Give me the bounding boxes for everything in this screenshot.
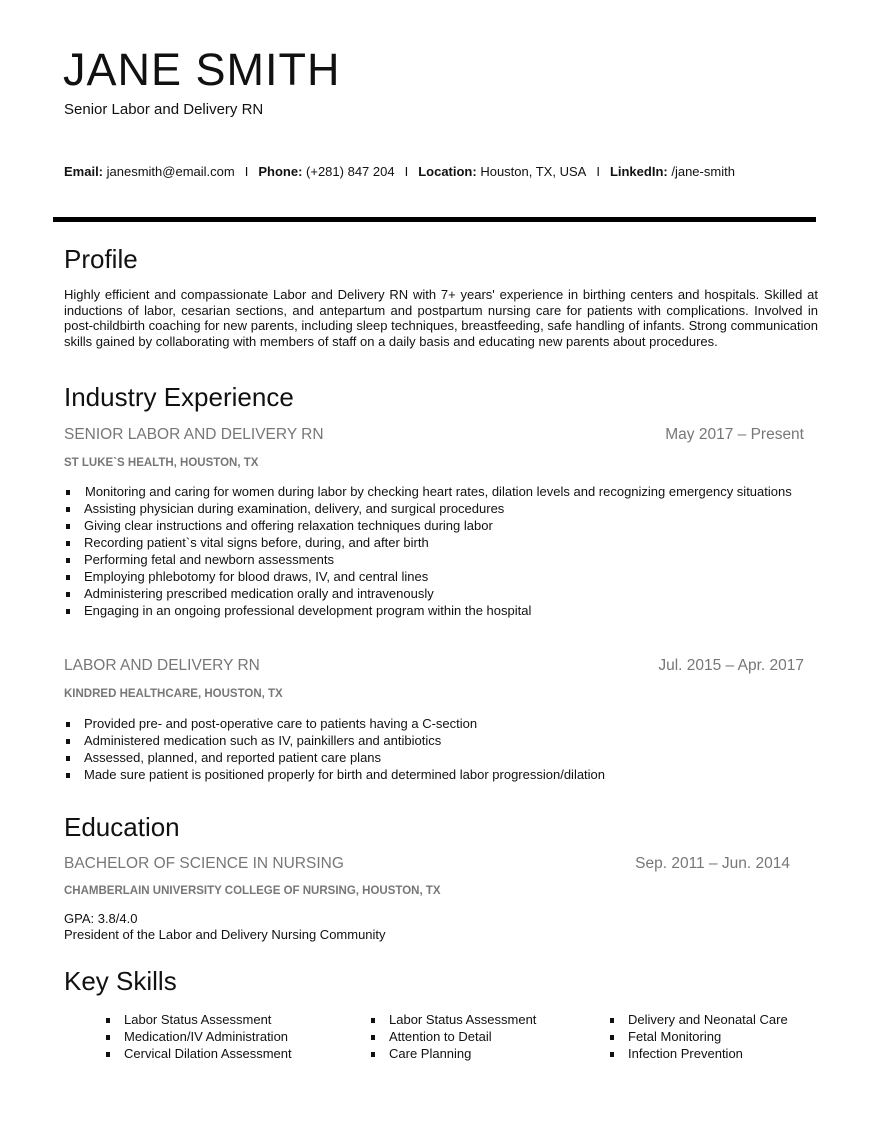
phone-label: Phone: [258,164,303,179]
skill-item: Care Planning [369,1045,608,1062]
gpa: GPA: 3.8/4.0 [64,911,138,926]
list-item: Assessed, planned, and reported patient care plans [64,749,820,766]
linkedin-value: /jane-smith [671,164,735,179]
contact-line [64,164,735,179]
list-item: Recording patient`s vital signs before, during, and after birth [64,534,820,551]
skills-column [104,1011,369,1062]
job-bullets [64,715,820,783]
degree: BACHELOR OF SCIENCE IN NURSING [64,855,344,872]
job-dates: Jul. 2015 – Apr. 2017 [658,657,804,674]
job-company: ST LUKE`S HEALTH, HOUSTON, TX [64,457,259,469]
skill-item: Attention to Detail [369,1028,608,1045]
skill-item: Delivery and Neonatal Care [608,1011,838,1028]
list-item: Performing fetal and newborn assessments [64,551,820,568]
skill-item: Infection Prevention [608,1045,838,1062]
list-item: Provided pre- and post-operative care to patients having a C-section [64,715,820,732]
list-item: Assisting physician during examination, delivery, and surgical procedures [64,500,820,517]
candidate-title: Senior Labor and Delivery RN [64,101,264,118]
skill-item: Cervical Dilation Assessment [104,1045,369,1062]
education-heading: Education [64,812,180,842]
skill-item: Fetal Monitoring [608,1028,838,1045]
list-item: Administered medication such as IV, painkillers and antibiotics [64,732,820,749]
separator: I [596,164,600,179]
list-item: Made sure patient is positioned properly for birth and determined labor progression/dilation [64,766,820,783]
email-label: Email: [64,164,104,179]
skill-item: Medication/IV Administration [104,1028,369,1045]
header-divider [53,217,816,222]
list-item: Engaging in an ongoing professional development program within the hospital [64,602,820,619]
education-note: President of the Labor and Delivery Nursing Community [64,927,386,942]
job-header [64,426,804,444]
job-title: SENIOR LABOR AND DELIVERY RN [64,426,324,443]
list-item: Monitoring and caring for women during labor by checking heart rates, dilation levels and recognizing emergency situations [64,483,820,500]
experience-heading: Industry Experience [64,382,294,412]
skills-heading: Key Skills [64,966,177,996]
job-header [64,657,804,675]
skills-column [369,1011,608,1062]
location-label: Location: [418,164,477,179]
skills-grid [104,1011,838,1062]
list-item: Giving clear instructions and offering relaxation techniques during labor [64,517,820,534]
skill-item: Labor Status Assessment [369,1011,608,1028]
linkedin-label: LinkedIn: [609,164,668,179]
location-value: Houston, TX, USA [480,164,587,179]
job-title: LABOR AND DELIVERY RN [64,657,260,674]
phone-value: (+281) 847 204 [306,164,395,179]
candidate-name: JANE SMITH [63,44,341,95]
school: CHAMBERLAIN UNIVERSITY COLLEGE OF NURSING, HOUSTON, TX [64,885,441,897]
list-item: Employing phlebotomy for blood draws, IV, and central lines [64,568,820,585]
skills-column [608,1011,838,1062]
job-bullets [64,483,820,619]
email-value: janesmith@email.com [106,164,235,179]
skill-item: Labor Status Assessment [104,1011,369,1028]
education-dates: Sep. 2011 – Jun. 2014 [635,855,790,872]
separator: I [244,164,249,179]
separator: I [404,164,409,179]
list-item: Administering prescribed medication orally and intravenously [64,585,820,602]
job-company: KINDRED HEALTHCARE, HOUSTON, TX [64,688,283,700]
profile-text: Highly efficient and compassionate Labor and Delivery RN with 7+ years' experience in birthing centers and hospitals. Skilled at inductions of labor, cesarian sections, and antepartum and postpartum nursing care for patients with complications. Involved in post-childbirth coaching for new parents, including sleep techniques, breastfeeding, safe handling of infants. Strong communication skills gained by collaborating with members of staff on a daily basis and educating new parents about procedures. [64,287,818,349]
education-header [64,855,790,873]
profile-heading: Profile [64,244,138,274]
job-dates: May 2017 – Present [665,426,804,443]
